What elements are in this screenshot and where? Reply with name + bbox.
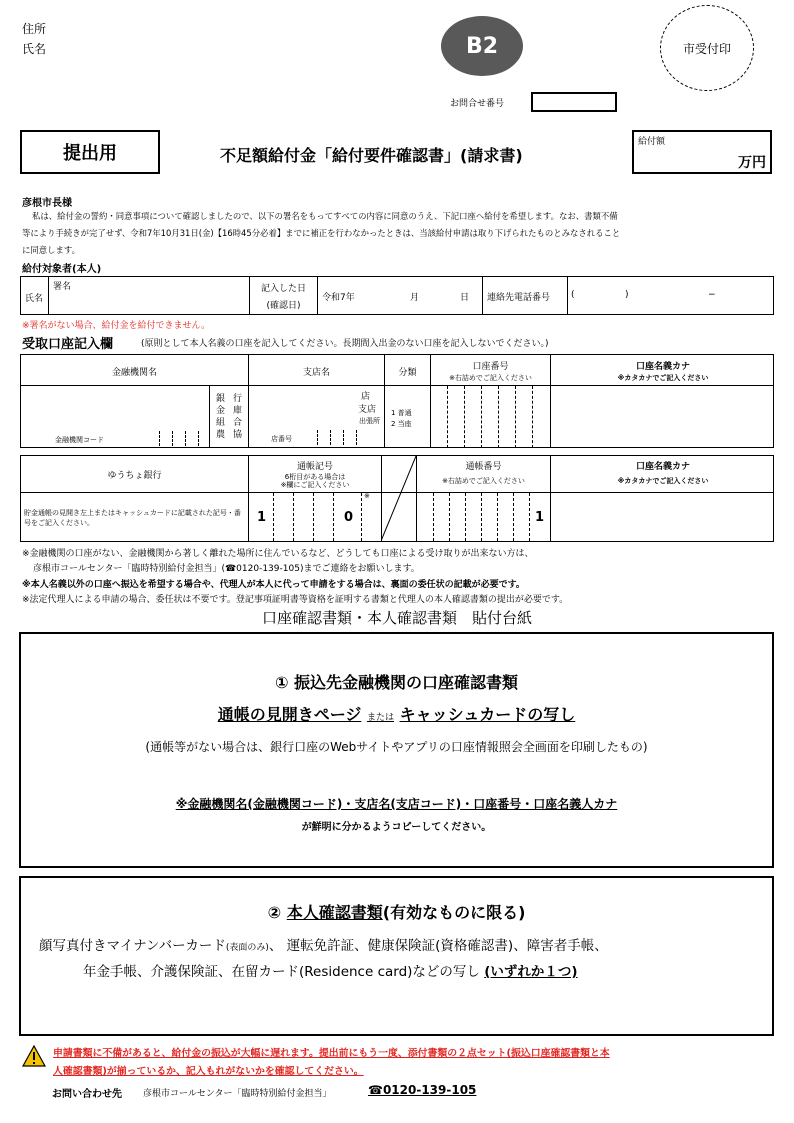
signature-label: 署名 <box>53 282 72 292</box>
date-label-2: (確認日) <box>266 301 301 311</box>
col-account-no-note: ※右詰めでご記入ください <box>449 374 532 382</box>
account-section-title: 受取口座記入欄 <box>22 337 114 352</box>
inst-type-nou: 農 <box>216 430 226 440</box>
symbol-asterisk: ※ <box>364 492 370 500</box>
inquiry-number-label: お問合せ番号 <box>450 99 505 109</box>
amount-label: 給付額 <box>638 137 666 147</box>
phone-field[interactable] <box>568 277 773 314</box>
box1-required: ※金融機関名(金融機関コード)・支店名(支店コード)・口座番号・口座名義人カナ <box>175 797 618 811</box>
recipient-table <box>20 276 774 315</box>
passbook-symbol-field[interactable] <box>249 493 381 541</box>
branch-type-shucchojo: 出張所 <box>359 417 380 425</box>
yucho-instruction: 貯金通帳の見開き左上またはキャッシュカードに記載された記号・番号をご記入ください。 <box>24 509 241 527</box>
col-holder-kana: カナ <box>672 362 691 372</box>
era-label: 令和7年 <box>322 293 355 303</box>
passbook-symbol-note-2: ※欄にご記入ください <box>280 481 350 489</box>
passbook-symbol-note-1: 6桁目がある場合は <box>284 473 346 481</box>
name-col-label: 氏名 <box>25 294 44 304</box>
declaration-line-3: に同意します。 <box>22 245 80 255</box>
symbol-digit-first: 1 <box>257 510 267 525</box>
box2-line-2 <box>83 960 578 980</box>
institution-types-left <box>216 393 225 441</box>
phone-label: 連絡先電話番号 <box>487 293 551 303</box>
name-label: 氏名 <box>22 42 47 56</box>
reception-stamp-area <box>660 5 754 91</box>
box1-subheading <box>21 702 772 725</box>
inst-type-kumi: 組 <box>216 418 226 428</box>
branch-code-label: 店番号 <box>271 435 292 443</box>
submission-label: 提出用 <box>63 143 117 164</box>
institution-code-label: 金融機関コード <box>55 436 104 444</box>
account-type-futsu: 1 普通 <box>391 409 412 417</box>
submission-box <box>20 130 160 174</box>
col-branch: 支店名 <box>302 368 330 378</box>
branch-type-ten: 店 <box>360 392 370 402</box>
passbook-number-note: ※右詰めでご記入ください <box>442 477 525 485</box>
passbook-symbol-label: 通帳記号 <box>296 462 333 472</box>
date-label-1: 記入した日 <box>260 284 306 294</box>
day-label: 日 <box>460 293 470 303</box>
symbol-digit-zero: 0 <box>344 510 354 525</box>
box1-required-2: が鮮明に分かるようコピーしてください。 <box>301 822 492 833</box>
addressee: 彦根市長様 <box>22 198 72 209</box>
box2-line1-small: (表面のみ) <box>225 943 269 953</box>
contact-phone: ☎0120-139-105 <box>368 1083 477 1097</box>
inst-type-kin: 金 <box>216 406 226 416</box>
contact-center: 彦根市コールセンター「臨時特別給付金担当」 <box>143 1089 332 1099</box>
note-line-2: 彦根市コールセンター「臨時特別給付金担当」(☎0120-139-105)までご連絡をお願いします。 <box>33 564 420 574</box>
identity-doc-paste-area <box>19 876 774 1036</box>
amount-unit: 万円 <box>738 155 766 171</box>
yucho-holder-prefix: 口座名義 <box>635 462 672 472</box>
box1-sub-or: または <box>366 713 394 723</box>
inst-type-kyou: 協 <box>233 430 243 440</box>
account-holder-kana-field[interactable] <box>551 386 775 448</box>
footer-warning-1: 申請書類に不備があると、給付金の振込が大幅に遅れます。提出前にもう一度、添付書類の２点セット(振込口座確認書類と本 <box>53 1048 610 1059</box>
inst-type-ko: 庫 <box>233 406 243 416</box>
note-line-4: ※法定代理人による申請の場合、委任状は不要です。登記事項証明書等資格を証明する書類と代理人の本人確認書類の提出が必要です。 <box>22 595 569 605</box>
passbook-number-label: 通帳番号 <box>465 462 502 472</box>
stamp-label: 市受付印 <box>682 41 731 56</box>
phone-paren-open: ( <box>571 290 575 300</box>
col-type: 分類 <box>398 368 417 378</box>
yucho-table <box>20 455 774 542</box>
recipient-section-label: 給付対象者(本人) <box>22 264 102 275</box>
passbook-number-field[interactable] <box>417 493 550 541</box>
address-label: 住所 <box>22 22 47 36</box>
yucho-slash <box>381 456 416 541</box>
institution-code-field[interactable] <box>159 431 199 446</box>
warning-icon <box>22 1045 46 1067</box>
yucho-holder-label <box>551 459 775 472</box>
box2-line2-any-one: (いずれか１つ) <box>484 964 578 980</box>
yucho-holder-kana-field[interactable] <box>551 493 775 541</box>
box2-heading <box>21 900 772 923</box>
form-code-badge <box>441 16 523 76</box>
declaration-line-1: 私は、給付金の誓約・同意事項について確認しましたので、以下の署名をもってすべての内容に同意のうえ、下記口座へ給付を希望します。なお、書類不備 <box>32 211 618 221</box>
account-doc-paste-area <box>19 632 774 868</box>
branch-name-field[interactable] <box>249 386 384 448</box>
box2-line-1 <box>39 934 608 954</box>
declaration-line-2: 等により手続きが完了せず、令和7年10月31日(金)【16時45分必着】までに補正を行わなかったときは、当該給付申請は取り下げられたものとみなされること <box>22 228 621 238</box>
branch-type-shiten: 支店 <box>357 405 376 415</box>
signature-field[interactable] <box>49 277 249 314</box>
number-digit-last: 1 <box>535 510 545 525</box>
form-code: B2 <box>465 33 499 59</box>
box2-line2-main: 年金手帳、介護保険証、在留カード(Residence card)などの写し <box>83 964 480 980</box>
col-account-no: 口座番号 <box>472 362 509 372</box>
attachment-title: 口座確認書類・本人確認書類 貼付台紙 <box>261 609 532 627</box>
inquiry-number-field[interactable] <box>531 92 617 112</box>
bank-table <box>20 354 774 448</box>
col-holder-note: ※カタカナでご記入ください <box>617 374 709 382</box>
col-holder-prefix: 口座名義 <box>635 362 672 372</box>
signature-warning: ※署名がない場合、給付金を給付できません。 <box>22 321 211 331</box>
box1-sub-passbook: 通帳の見開きページ <box>217 705 362 724</box>
contact-label: お問い合わせ先 <box>52 1089 122 1100</box>
form-title: 不足額給付金「給付要件確認書」(請求書) <box>220 146 523 165</box>
yucho-bank-name: ゆうちょ銀行 <box>107 471 162 481</box>
col-institution: 金融機関名 <box>111 368 157 378</box>
institution-types-right <box>233 393 242 441</box>
box2-line1-rest: 、 運転免許証、健康保険証(資格確認書)、障害者手帳、 <box>268 938 608 954</box>
col-holder <box>551 359 775 372</box>
yucho-holder-kana: カナ <box>672 462 691 472</box>
inst-type-gou: 合 <box>233 418 243 428</box>
passbook-symbol-note <box>249 473 381 489</box>
box2-heading-num: ② <box>267 903 282 922</box>
phone-dash: − <box>708 290 716 300</box>
amount-field[interactable] <box>632 130 772 174</box>
box2-line1-mynumber: 顔写真付きマイナンバーカード <box>39 938 226 954</box>
yucho-holder-note: ※カタカナでご記入ください <box>617 477 709 485</box>
footer-warning-2: 人確認書類)が揃っているか、記入もれがないかを確認してください。 <box>53 1066 364 1077</box>
box1-heading: ① 振込先金融機関の口座確認書類 <box>274 673 519 692</box>
box2-heading-tail: (有効なものに限る) <box>382 903 526 922</box>
month-label: 月 <box>410 293 420 303</box>
phone-paren-close: ) <box>625 290 629 300</box>
note-line-3: ※本人名義以外の口座へ振込を希望する場合や、代理人が本人に代って申請をする場合は、裏面の委任状の記載が必要です。 <box>22 580 525 590</box>
account-type-toza: 2 当座 <box>391 420 412 428</box>
account-number-field[interactable] <box>431 386 550 448</box>
account-section-note: (原則として本人名義の口座を記入してください。長期間入出金のない口座を記入しないでください。) <box>141 339 549 349</box>
date-field[interactable] <box>318 277 482 314</box>
inst-type-kou: 行 <box>233 394 243 404</box>
account-type-field[interactable] <box>385 386 430 448</box>
box1-sub-card: キャッシュカードの写し <box>399 705 576 724</box>
note-line-1: ※金融機関の口座がない、金融機関から著しく離れた場所に住んでいるなど、どうしても口座による受け取りが出来ない方は、 <box>22 549 534 559</box>
box2-heading-main: 本人確認書類 <box>286 903 383 922</box>
inst-type-gin: 銀 <box>216 394 226 404</box>
box1-note: (通帳等がない場合は、銀行口座のWebサイトやアプリの口座情報照会全画面を印刷したもの) <box>145 740 648 754</box>
